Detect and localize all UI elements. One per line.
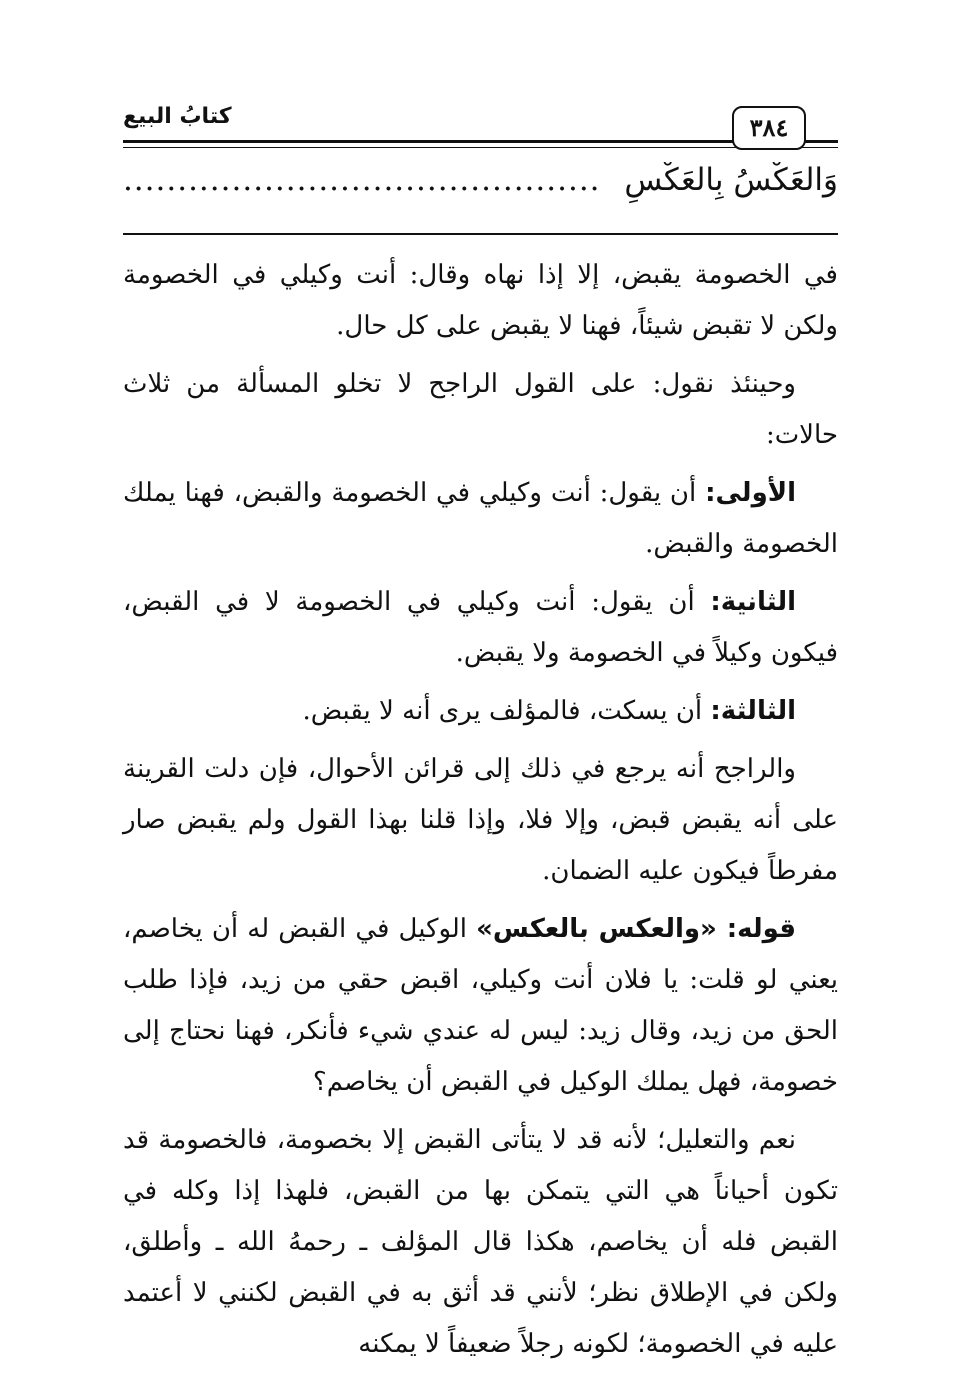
paragraph <box>123 468 838 570</box>
paragraph <box>123 744 838 897</box>
paragraph-text: الوكيل في القبض له أن يخاصم، يعني لو قلت: يا فلان أنت وكيلي، اقبض حقي من زيد، فإذا طلب الحق من زيد، وقال زيد: ليس له عندي شيء فأنكر، فهنا نحتاج إلى خصومة، فهل يملك الوكيل في القبض أن يخاصم؟ <box>123 914 838 1097</box>
paragraph <box>123 1115 838 1370</box>
page-number: ٣٨٤ <box>732 106 806 150</box>
paragraph-text: في الخصومة يقبض، إلا إذا نهاه وقال: أنت وكيلي في الخصومة ولكن لا تقبض شيئاً، فهنا لا يقبض على كل حال. <box>123 260 838 341</box>
paragraph-text: نعم والتعليل؛ لأنه قد لا يتأتى القبض إلا بخصومة، فالخصومة قد تكون أحياناً هي التي يتمكن بها من القبض، فلهذا إذا وكله في القبض فله أن يخاصم، هكذا قال المؤلف ـ رحمهُ الله ـ وأطلق، ولكن في الإطلاق نظر؛ لأنني قد أثق به في القبض لكنني لا أعتمد عليه في الخصومة؛ لكونه رجلاً ضعيفاً لا يمكنه <box>123 1125 838 1359</box>
header-rule <box>123 140 838 143</box>
paragraph-text: أن يقول: أنت وكيلي في الخصومة لا في القبض، فيكون وكيلاً في الخصومة ولا يقبض. <box>123 587 838 668</box>
paragraph <box>123 577 838 679</box>
paragraph-text: أن يقول: أنت وكيلي في الخصومة والقبض، فهنا يملك الخصومة والقبض. <box>123 478 838 559</box>
paragraph <box>123 904 838 1108</box>
header-rule-thin <box>123 147 838 148</box>
matn-quote-text: وَالعَكْسُ بِالعَكْسِ <box>624 162 838 198</box>
page-header <box>123 98 838 153</box>
paragraph-text: وحينئذ نقول: على القول الراجح لا تخلو المسألة من ثلاث حالات: <box>123 369 838 450</box>
paragraph-text: أن يسكت، فالمؤلف يرى أنه لا يقبض. <box>302 696 703 726</box>
paragraph <box>123 686 838 737</box>
paragraph <box>123 359 838 461</box>
paragraph-label: الثالثة: <box>710 696 796 726</box>
paragraph-label: قوله: «والعكس بالعكس» <box>476 914 796 944</box>
matn-quote-dots: ............................................ <box>123 162 601 198</box>
matn-quote-line <box>123 162 838 222</box>
book-title: كتابُ البيع <box>123 104 232 129</box>
paragraph <box>123 250 838 352</box>
quote-divider <box>123 233 838 235</box>
paragraph-label: الأولى: <box>705 478 797 508</box>
paragraph-text: والراجح أنه يرجع في ذلك إلى قرائن الأحوال، فإن دلت القرينة على أنه يقبض قبض، وإلا فلا، وإذا قلنا بهذا القول ولم يقبض صار مفرطاً فيكون عليه الضمان. <box>123 754 838 886</box>
body-text <box>123 250 838 1377</box>
paragraph-label: الثانية: <box>710 587 796 617</box>
